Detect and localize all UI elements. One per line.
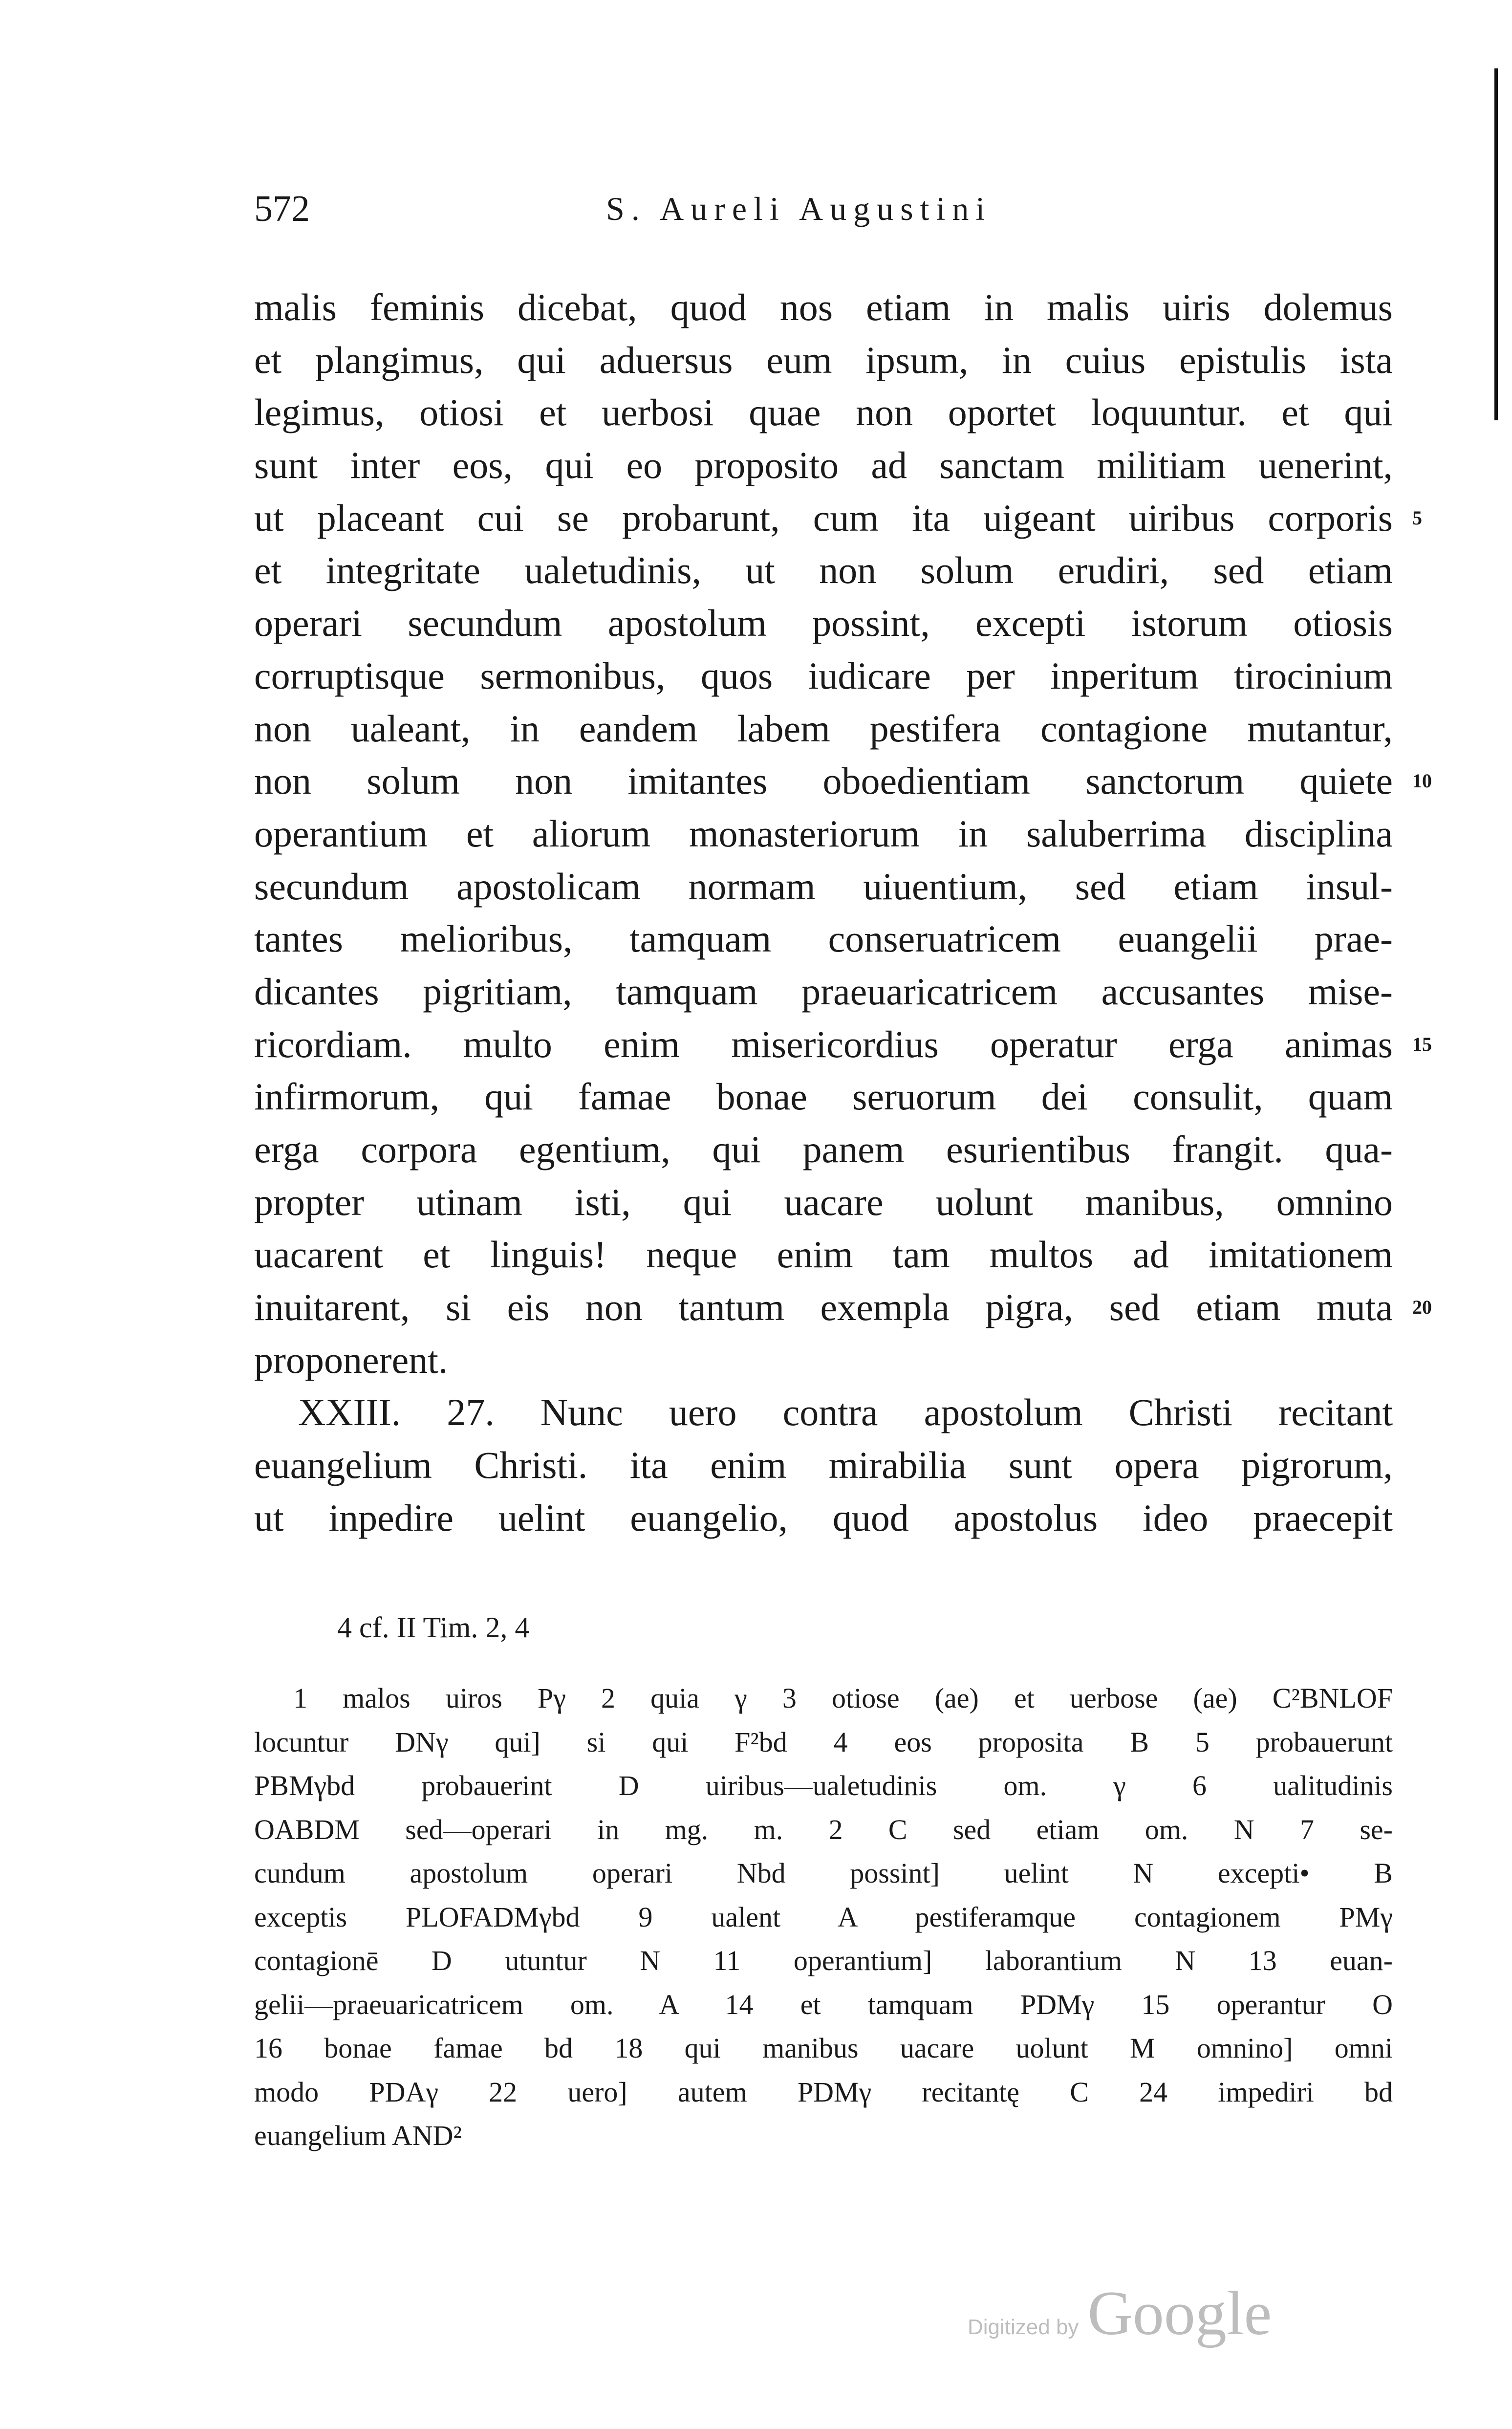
text-line: secundum apostolicam normam uiuentium, sed etiam insul- (254, 865, 1393, 908)
margin-line-number: 5 (1412, 506, 1422, 529)
text-line: propter utinam isti, qui uacare uolunt manibus, omnino (254, 1180, 1393, 1223)
apparatus-line: 16 bonae famae bd 18 qui manibus uacare uolunt M omnino] omni (254, 2032, 1393, 2064)
text-line: et integritate ualetudinis, ut non solum erudiri, sed etiam (254, 549, 1393, 592)
text-line: proponerent. (254, 1338, 448, 1381)
page-number: 572 (254, 188, 310, 229)
main-text (254, 281, 1432, 1544)
text-line: corruptisque sermonibus, quos iudicare per inperitum tirocinium (254, 654, 1393, 697)
apparatus-line: contagionē D utuntur N 11 operantium] laborantium N 13 euan- (254, 1945, 1393, 1976)
apparatus-line: modo PDAγ 22 uero] autem PDMγ recitantę C 24 impediri bd (254, 2076, 1393, 2108)
text-line: et plangimus, qui aduersus eum ipsum, in cuius epistulis ista (254, 338, 1393, 381)
text-line: ut inpedire uelint euangelio, quod apostolus ideo praecepit (254, 1496, 1393, 1539)
text-line: non ualeant, in eandem labem pestifera contagione mutantur, (254, 707, 1393, 750)
page-edge-rule (1494, 68, 1498, 420)
margin-line-number: 20 (1412, 1296, 1432, 1319)
digitized-watermark (968, 2277, 1272, 2356)
section-heading-line: XXIII. 27. Nunc uero contra apostolum Christi recitant (298, 1391, 1393, 1434)
text-line: legimus, otiosi et uerbosi quae non oportet loquuntur. et qui (254, 391, 1393, 434)
apparatus-line: exceptis PLOFADMγbd 9 ualent A pestiferamque contagionem PMγ (254, 1901, 1393, 1933)
margin-line-number: 10 (1412, 770, 1432, 792)
text-line: operantium et aliorum monasteriorum in saluberrima disciplina (254, 812, 1393, 855)
text-line: euangelium Christi. ita enim mirabilia sunt opera pigrorum, (254, 1444, 1393, 1487)
critical-apparatus (254, 1676, 1393, 2158)
apparatus-line: 1 malos uiros Pγ 2 quia γ 3 otiose (ae) et uerbose (ae) C²BNLOF (293, 1682, 1393, 1714)
text-line: operari secundum apostolum possint, excepti istorum otiosis (254, 602, 1393, 645)
text-line: malis feminis dicebat, quod nos etiam in malis uiris dolemus (254, 286, 1393, 328)
apparatus-line: PBMγbd probauerint D uiribus—ualetudinis om. γ 6 ualitudinis (254, 1770, 1393, 1801)
apparatus-line: OABDM sed—operari in mg. m. 2 C sed etiam om. N 7 se- (254, 1813, 1393, 1845)
page-header (254, 182, 1412, 236)
text-line: inuitarent, si eis non tantum exempla pigra, sed etiam muta 20 (254, 1281, 1393, 1334)
text-line: sunt inter eos, qui eo proposito ad sanctam militiam uenerint, (254, 444, 1393, 487)
running-title: S. Aureli Augustini (606, 190, 992, 227)
scripture-reference: 4 cf. II Tim. 2, 4 (337, 1611, 530, 1644)
apparatus-line: locuntur DNγ qui] si qui F²bd 4 eos proposita B 5 probauerunt (254, 1726, 1393, 1758)
text-line: infirmorum, qui famae bonae seruorum dei consulit, quam (254, 1075, 1393, 1118)
text-line: non solum non imitantes oboedientiam sanctorum quiete 10 (254, 755, 1393, 807)
watermark-logo: Google (1087, 2278, 1272, 2348)
text-line: erga corpora egentium, qui panem esurientibus frangit. qua- (254, 1128, 1393, 1171)
text-line: ricordiam. multo enim misericordius operatur erga animas 15 (254, 1018, 1393, 1071)
text-line: dicantes pigritiam, tamquam praeuaricatricem accusantes mise- (254, 970, 1393, 1013)
text-line: tantes melioribus, tamquam conseruatricem euangelii prae- (254, 917, 1393, 960)
text-line: ut placeant cui se probarunt, cum ita uigeant uiribus corporis 5 (254, 492, 1393, 544)
text-line: uacarent et linguis! neque enim tam multos ad imitationem (254, 1233, 1393, 1276)
apparatus-line: gelii—praeuaricatricem om. A 14 et tamquam PDMγ 15 operantur O (254, 1988, 1393, 2020)
apparatus-line: euangelium AND² (254, 2120, 462, 2151)
margin-line-number: 15 (1412, 1033, 1432, 1055)
watermark-prefix: Digitized by (968, 2315, 1079, 2339)
apparatus-line: cundum apostolum operari Nbd possint] uelint N excepti• B (254, 1857, 1393, 1889)
